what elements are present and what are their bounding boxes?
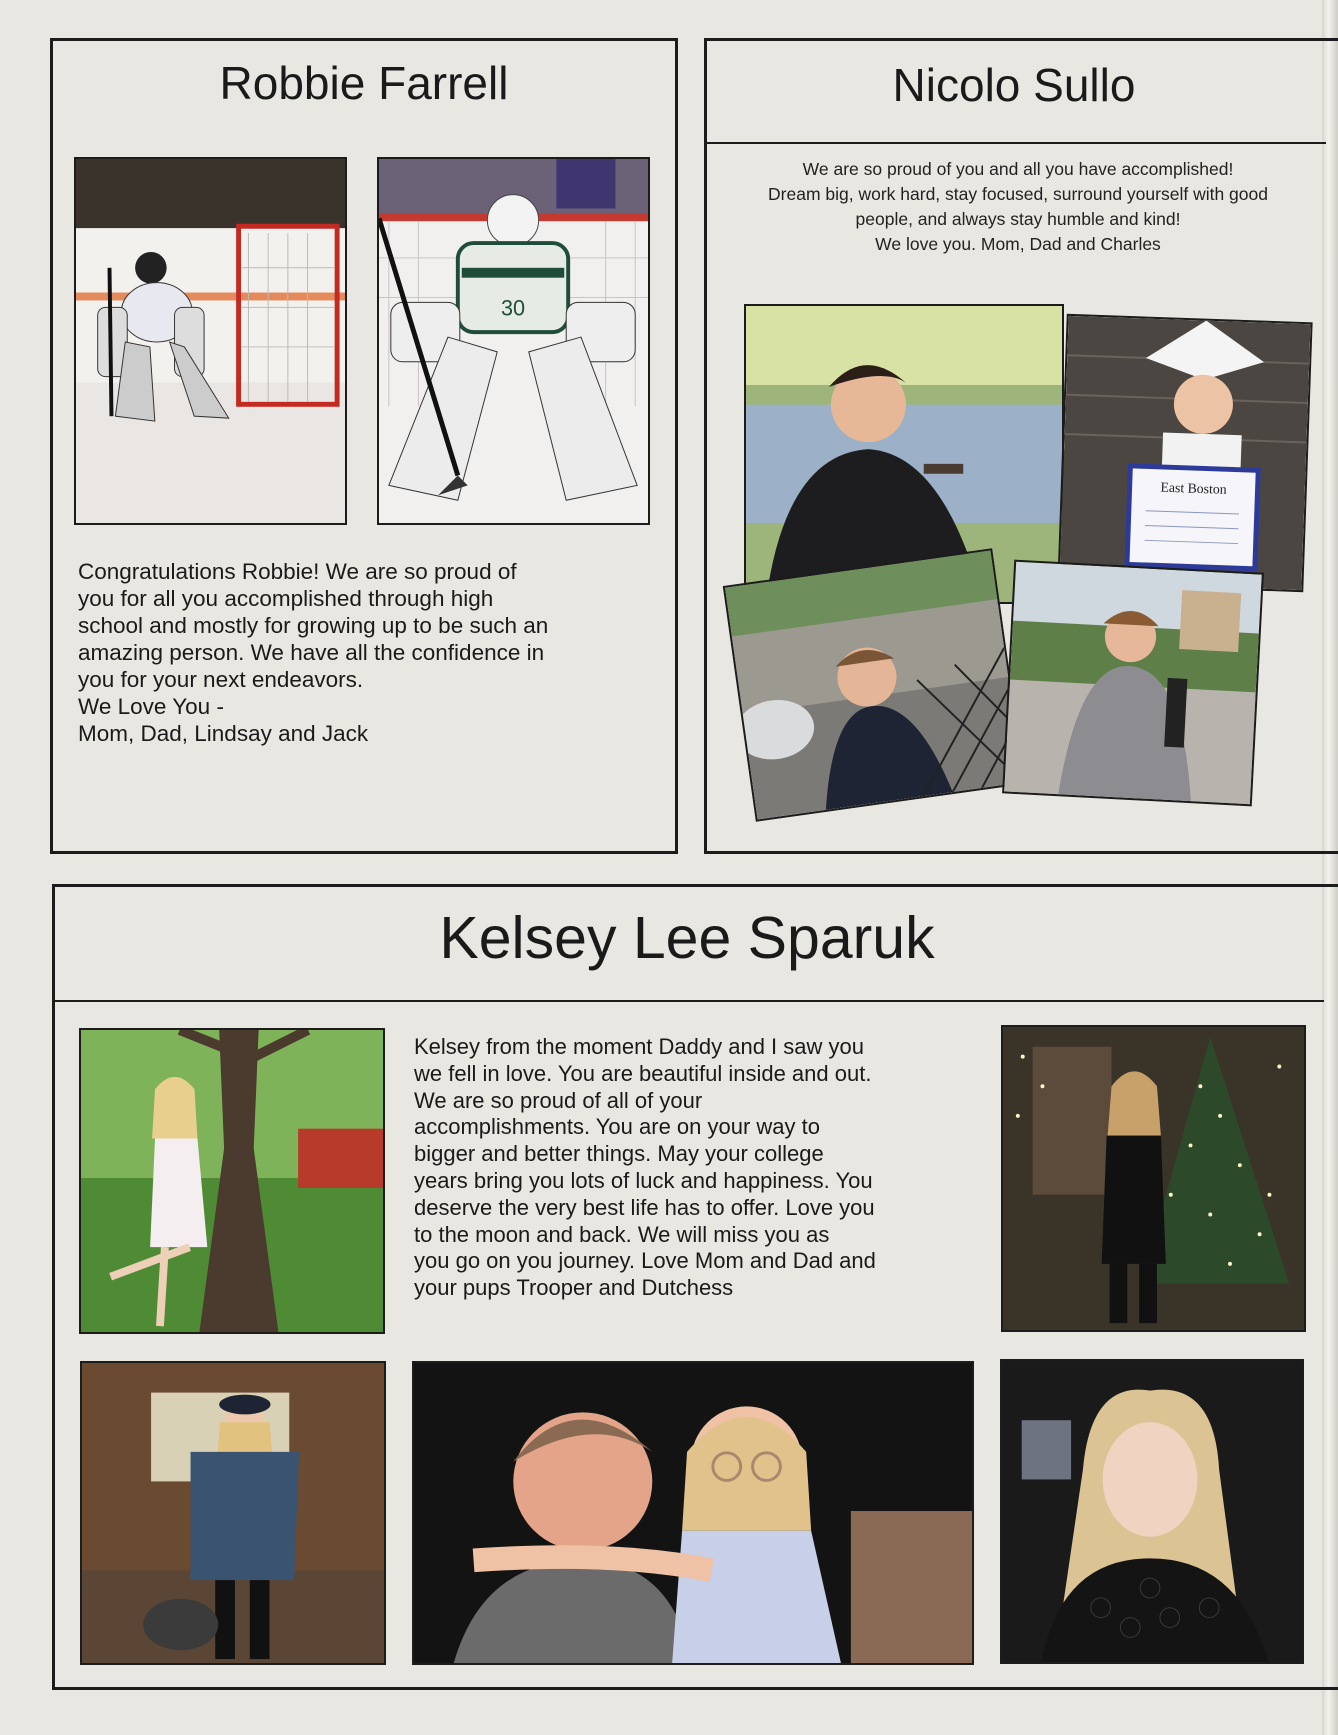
kelsey-message: Kelsey from the moment Daddy and I saw you we fell in love. You are beautiful inside and out. We are so proud of all of your accomplishments. You are on your way to bigger and better things. May your college years bring you lots of luck and happiness. You deserve the very best life has to offer. Love you to the moon and back. We will miss you as you go on you journey. Love Mom and Dad and your pups Trooper and Dutchess (414, 1034, 876, 1301)
kelsey-christmas-tree-photo (1001, 1025, 1306, 1332)
robbie-message: Congratulations Robbie! We are so proud of you for all you accomplished through high school and mostly for growing up to be such an amazing person. We have all the confidence in you for your next endeavors. We Love You - Mom, Dad, Lindsay and Jack (78, 559, 549, 746)
nicolo-message: We are so proud of you and all you have accomplished! Dream big, work hard, stay focused, surround yourself with good people, and always stay humble and kind! We love you. Mom, Dad and Charles (768, 159, 1268, 254)
nicolo-name-heading: Nicolo Sullo (892, 59, 1136, 111)
jersey-number: 30 (500, 295, 526, 321)
kelsey-tree-photo (79, 1028, 385, 1334)
nicolo-graduation-diploma-photo (1057, 314, 1312, 592)
diploma-text: East Boston (1160, 479, 1227, 497)
nicolo-boy-at-fence-photo (723, 548, 1025, 822)
nicolo-teen-backpack-photo (1002, 560, 1264, 807)
kelsey-name-heading: Kelsey Lee Sparuk (439, 905, 935, 971)
nicolo-title-divider (706, 142, 1326, 144)
kelsey-title-divider (54, 1000, 1324, 1002)
robbie-hockey-photo-austin-prep (377, 157, 650, 525)
kelsey-with-dad-photo (412, 1361, 974, 1665)
robbie-hockey-photo-young (74, 157, 347, 525)
kelsey-lace-dress-portrait-photo (1000, 1359, 1304, 1664)
robbie-name-heading: Robbie Farrell (219, 57, 509, 109)
kelsey-uniform-dog-photo (80, 1361, 386, 1665)
